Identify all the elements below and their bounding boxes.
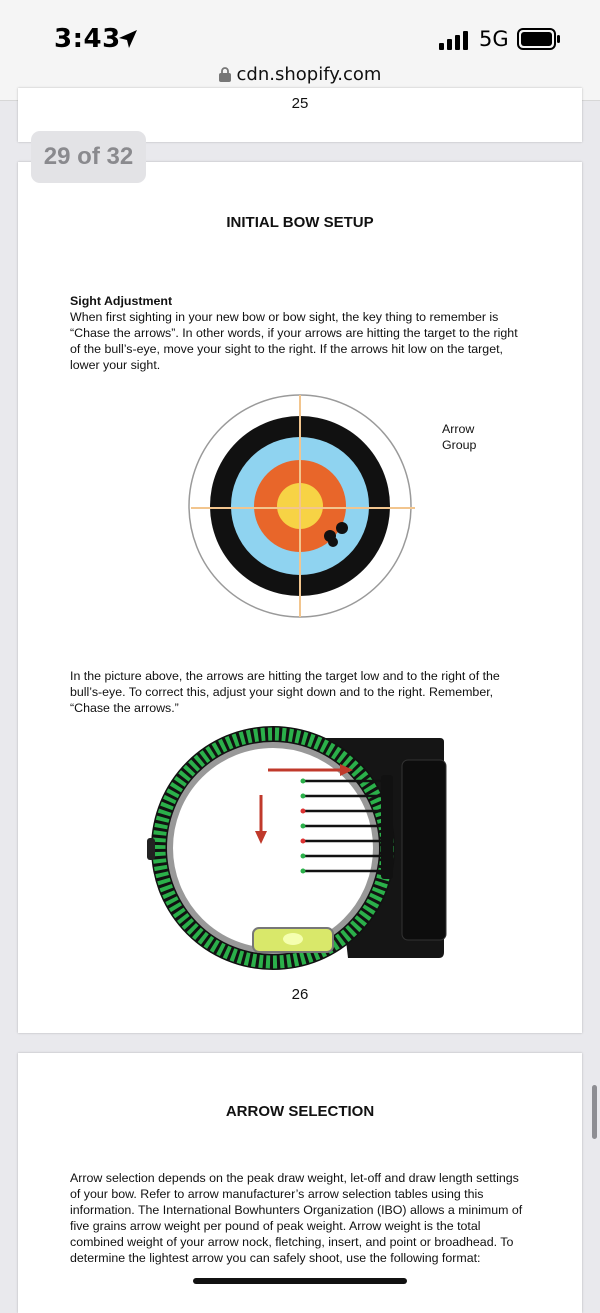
address-bar[interactable] [0, 64, 600, 85]
subheading: Sight Adjustment [70, 294, 173, 308]
section-heading: INITIAL BOW SETUP [226, 214, 374, 231]
inner-ring [170, 745, 376, 951]
caption-paragraph: In the picture above, the arrows are hitting the target low and to the right of the bull’s-eye. To correct this, adjust your sight down and to the right. Remember, “Chase the arrows.” [70, 669, 500, 715]
pdf-page-27 [18, 1053, 582, 1313]
bow-sight-illustration [143, 720, 453, 980]
section-heading: ARROW SELECTION [225, 1103, 375, 1120]
status-time: 3:43 [54, 24, 121, 54]
page-number: 25 [291, 95, 309, 112]
network-type: 5G [479, 27, 509, 51]
page-counter-badge: 29 of 32 [31, 131, 146, 183]
lock-icon [219, 67, 231, 82]
target-illustration [188, 390, 420, 622]
arrow-hole [336, 522, 348, 534]
scrollbar[interactable] [592, 1085, 597, 1139]
page-number: 26 [291, 986, 309, 1003]
home-indicator[interactable] [193, 1278, 407, 1284]
battery-icon [517, 28, 561, 50]
side-knob [147, 838, 155, 860]
arrow-hole [328, 537, 338, 547]
body-paragraph: Arrow selection depends on the peak draw weight, let-off and draw length settings of your bow. Refer to arrow manufacturer’s arrow selection tables using this information. The International Bowhunters Organization (IBO) allows a minimum of five grains arrow weight per pound of peak weight. Arrow weight is the total combined weight of your arrow nock, fletching, insert, and point or broadhead. To determine the lightest arrow you can safely shoot, use the following format: [70, 1171, 523, 1265]
browser-chrome [0, 0, 600, 101]
signal-bars-icon [439, 30, 469, 50]
mount-block [402, 760, 446, 940]
arrow-group-label: Arrow Group [442, 422, 477, 452]
intro-paragraph [70, 293, 530, 373]
location-arrow-icon [117, 28, 139, 50]
pdf-page-26 [18, 162, 582, 1033]
intro-text: When first sighting in your new bow or bow sight, the key thing to remember is “Chase the arrows”. In other words, if your arrows are hitting the target to the right of the bull’s-eye, move your sight to the right. If the arrows hit low on the target, lower your sight. [70, 310, 518, 372]
url-text: cdn.shopify.com [236, 64, 382, 85]
